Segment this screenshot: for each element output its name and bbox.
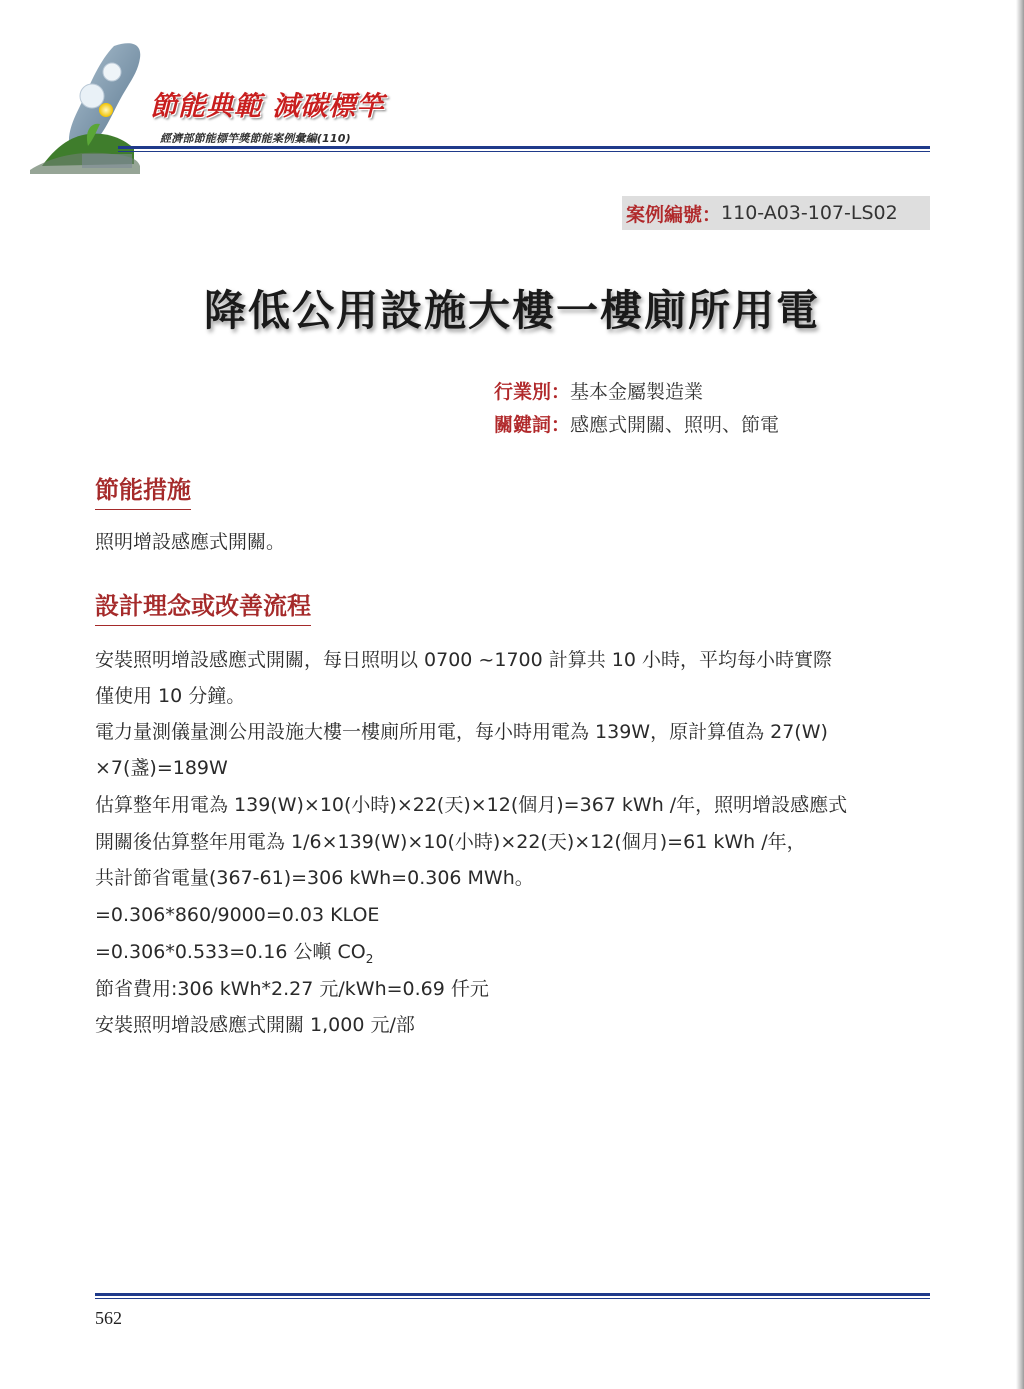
page-number: 562	[95, 1308, 122, 1328]
cost-line: 安裝照明增設感應式開關 1,000 元/部	[95, 1014, 415, 1036]
cost-line: 節省費用:306 kWh*2.27 元/kWh=0.69 仟元	[95, 978, 489, 1000]
co2-subscript: 2	[365, 951, 374, 966]
co2-line	[95, 940, 373, 971]
design-line: 安裝照明增設感應式開關，每日照明以 0700 ~1700 計算共 10 小時，平均每小時實際	[95, 649, 833, 671]
keywords-label: 關鍵詞：	[494, 414, 571, 436]
keywords-row	[494, 410, 779, 437]
brand-title: 節能典範 減碳標竿	[150, 91, 385, 122]
design-line: 電力量測儀量測公用設施大樓一樓廁所用電，每小時用電為 139W，原計算值為 27(W)	[95, 721, 828, 743]
section-heading-measures: 節能措施	[95, 470, 191, 510]
industry-label: 行業別：	[494, 381, 571, 403]
footer-rule	[95, 1293, 930, 1296]
design-line: 開關後估算整年用電為 1/6×139(W)×10(小時)×22(天)×12(個月)=61 kWh /年，	[95, 831, 806, 853]
design-line: 共計節省電量(367-61)=306 kWh=0.306 MWh。	[95, 867, 534, 889]
document-title: 降低公用設施大樓一樓廁所用電	[203, 286, 820, 335]
design-line: =0.306*860/9000=0.03 KLOE	[95, 904, 380, 926]
section-heading-design: 設計理念或改善流程	[95, 586, 311, 626]
co2-text: =0.306*0.533=0.16 公噸 CO	[95, 941, 366, 963]
case-number-value: 110-A03-107-LS02	[721, 202, 898, 224]
design-line: ×7(盞)=189W	[95, 757, 228, 779]
header-rule-thin	[118, 151, 930, 152]
footer-rule-thin	[95, 1298, 930, 1299]
design-line: 估算整年用電為 139(W)×10(小時)×22(天)×12(個月)=367 kWh /年，照明增設感應式	[95, 794, 848, 816]
keywords-value: 感應式開關、照明、節電	[570, 414, 780, 436]
case-number-label: 案例編號：	[626, 203, 722, 226]
page-edge-shadow	[1016, 0, 1024, 1389]
industry-value: 基本金屬製造業	[570, 381, 704, 403]
industry-row	[494, 377, 703, 404]
brand-subtitle: 經濟部節能標竿獎節能案例彙編(110)	[160, 132, 351, 145]
case-number-box	[622, 196, 930, 230]
design-line: 僅使用 10 分鐘。	[95, 685, 246, 707]
measure-text: 照明增設感應式開關。	[95, 531, 286, 553]
header-rule	[118, 146, 930, 149]
